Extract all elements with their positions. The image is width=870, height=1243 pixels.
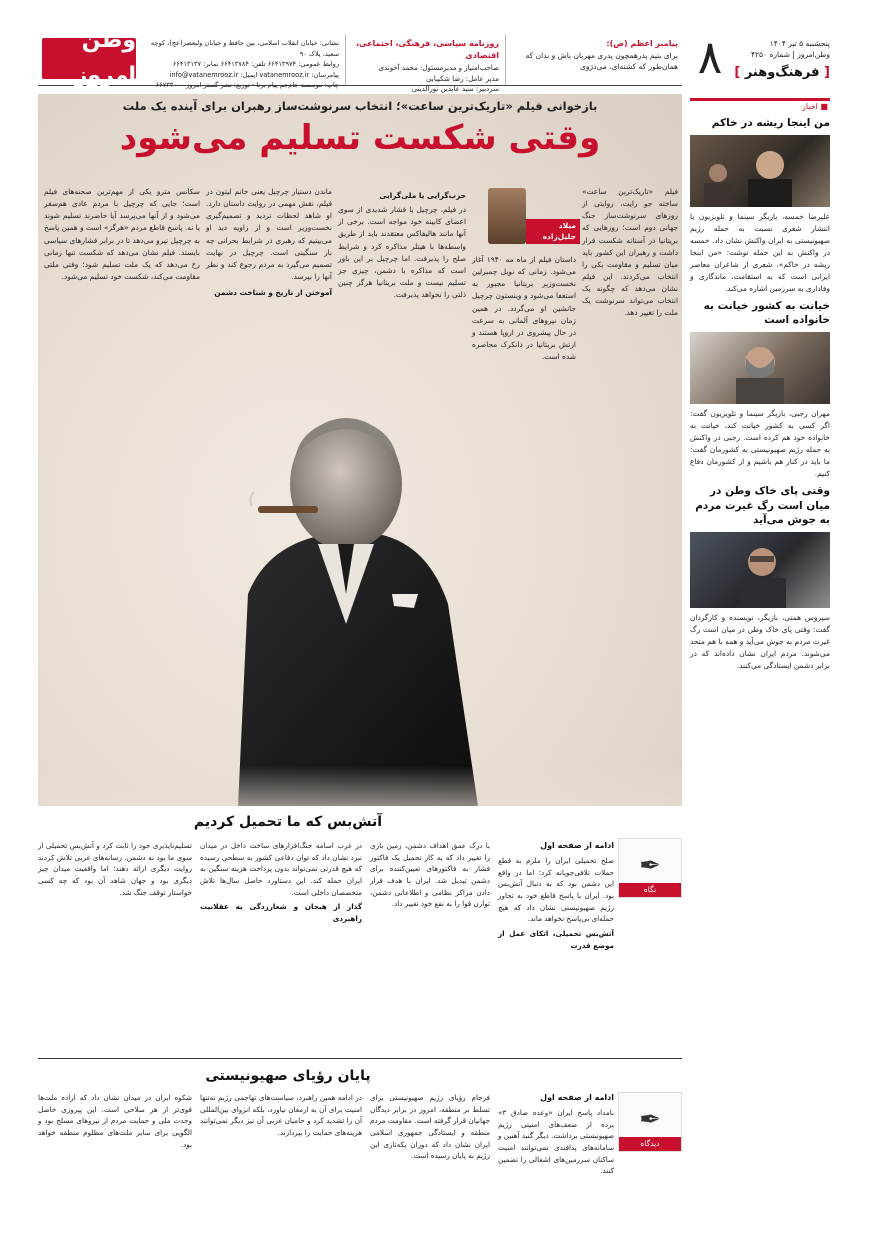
article2-col1-head: ادامه از صفحه اول [540,841,614,850]
article3-col1-head: ادامه از صفحه اول [540,1093,614,1102]
author-box [484,178,580,244]
masthead-owner: صاحب‌امتیاز و مدیرمسئول: محمد آخوندی [378,63,499,72]
masthead-owners [346,34,506,94]
quote-head: پیامبر اعظم (ص): [606,39,678,48]
masthead-tagline: روزنامه سیاسی، فرهنگی، اجتماعی، اقتصادی [355,39,499,61]
article2-note-label: نگاه [619,883,681,897]
feature-headline[interactable]: وقتی شکست تسلیم می‌شود [119,118,601,158]
article3-column-4: شکوه ایران در میدان نشان داد که اراده ملت‌ها قوی‌تر از هر سلاحی است. این پیروزی حاصل وحدت ملی و حمایت مردم از نیروهای مسلح بود و الگویی برای سایر ملت‌های مظلوم منطقه خواهد بود. [38,1093,192,1149]
date-box [730,34,830,82]
article3-column-2: فرجام رؤیای رژیم صهیونیستی برای تسلط بر منطقه، امروز در برابر دیدگان جهانیان قرار گرفته است. مقاومت مردم منطقه و ایستادگی جمهوری اسلامی ایران نشان داد که دوران یکه‌تازی این رژیم به پایان رسیده است. [370,1093,490,1161]
article2-column-4: تسلیم‌ناپذیری خود را ثابت کرد و آتش‌بس تحمیلی از سوی ما بود نه دشمن. رسانه‌های غربی تلاش کردند روایت دیگری ارائه دهند؛ اما واقعیت میدان چیز دیگری بود و جهان شاهد آن بود که چه کسی خواستار توقف جنگ شد. [38,841,192,897]
column-4-text: ماندن دستیار چرچیل یعنی خانم لیتون در فیلم، نقش مهمی در روایت داستان دارد. او شاهد لحظات تردید و تصمیم‌گیری نخست‌وزیر است و از زاویه دید او می‌بینیم که رهبری در شرایط بحرانی چه بار سنگینی است. چرچیل در نهایت تصمیم می‌گیرد به مردم رجوع کند و نظر آنها را بپرسد. [206,187,332,281]
author-name: میلاد جلیل‌زاده [526,219,580,244]
rail-top [690,30,830,92]
news1-title[interactable]: من اینجا ریشه در خاکم [711,117,830,129]
feature-column-5: سکانس مترو یکی از مهم‌ترین صحنه‌های فیلم است؛ جایی که چرچیل با مردم عادی هم‌سفر می‌شود و از آنها می‌پرسد آیا حاضرند تسلیم شوند یا نه. پاسخ قاطع مردم «هرگز» است و همین پاسخ به چرچیل نیرو می‌دهد تا در برابر فشارهای سیاسی بایستد. فیلم نشان می‌دهد که شکست تنها زمانی رخ می‌دهد که یک ملت تسلیم شود؛ وقتی ملتی مقاومت می‌کند، شکست خود تسلیم می‌شود. [44,187,200,281]
article3-note-label: دیدگاه [619,1137,681,1151]
news-section-label: اخبار [802,102,818,111]
quote-text: برای یتیم پدر‌همچون پدری مهربان باش و بدان که همان‌طور که کشته‌ای، می‌درَوی [525,51,678,72]
article2-col1-text: صلح تحمیلی ایران را ملزم به قطع حملات تلافی‌جویانه کرد؛ اما در واقع این دشمن بود که به دنبال آتش‌بس بود. ایران با پاسخ قاطع خود به تجاوز رژیم صهیونیستی نشان داد که هیچ حمله‌ای بی‌پاسخ نخواهد ماند. [498,855,614,924]
news3-photo-illustration [690,532,830,608]
feature-column-1: فیلم «تاریک‌ترین ساعت» ساخته جو رایت، روایتی از روزهای سرنوشت‌ساز جنگ جهانی دوم است؛ روزهایی که بریتانیا در آستانه شکست قرار داشت و رهبران این کشور باید میان تسلیم و مقاومت یکی را انتخاب می‌کردند. این فیلم نشان می‌دهد که چگونه یک انتخاب می‌تواند سرنوشت یک ملت را تغییر دهد. [582,187,678,318]
masthead-manager: مدیر عامل: رضا شکیبایی [426,74,499,83]
issue-date: پنجشنبه ۵ تیر ۱۴۰۴ [769,39,830,48]
section-name: فرهنگ‌وهنر [744,64,820,80]
article2-column-1 [498,840,614,1054]
news1-photo [690,135,830,207]
daily-quote [506,34,682,85]
masthead-phones: روابط عمومی: ۶۶۴۱۳۹۷۴ تلفن: ۶۶۴۱۳۷۸۴ نمابر: ۶۶۴۱۳۱۳۷ [172,60,339,69]
article2-title[interactable]: آتش‌بس که ما تحمیل کردیم [193,814,383,830]
masthead-address: نشانی: خیابان انقلاب اسلامی، بین حافظ و خیابان ولیعصر(عج)، کوچه سعید، پلاک ۹۰ [150,39,339,58]
feature-fade [38,766,682,806]
article2-col3-subhead: گذار از هیجان و شعارزدگی به عقلانیت راهبردی [200,902,362,923]
news2-text: مهران رجبی، بازیگر سینما و تلویزیون گفت: اگر کسی به کشور خیانت کند، خیانت به خانواده خود هم کرده است. رجبی در واکنش به حمله رژیم صهیونیستی به کشورمان گفت: ما باید در کنار هم باشیم و از کشورمان دفاع کنیم. [690,408,830,478]
news2-photo-illustration [690,332,830,404]
section-title[interactable]: [ فرهنگ‌وهنر ] [734,64,830,80]
article3-column-3: در ادامه همین راهبرد، سیاست‌های تهاجمی رژیم نه‌تنها امنیت برای آن به ارمغان نیاورد، بلکه انزوای بین‌المللی آن را تشدید کرد و حامیان غربی آن نیز دیگر نمی‌توانند هزینه‌های حمایت را بپردازند. [200,1093,362,1137]
section-divider [38,1058,682,1059]
masthead-print: چاپ: موسسه جام‌جم پیام برنا - توزیع: نشر گستر امروز ۶۶۲۳۳۰۰۰ [155,81,339,90]
news3-photo [690,532,830,608]
article2-column-1-extra [618,902,682,1052]
news2-photo [690,332,830,404]
article3-note-box [618,1092,682,1152]
pen-nib-icon: ✒ [639,851,661,882]
article3-column-1 [498,1092,614,1192]
article2-note-box [618,838,682,898]
right-rail [690,30,830,1184]
article3-col1-text: بامداد پاسخ ایران «وعده صادق ۳» پرده از ضعف‌های امنیتی رژیم صهیونیستی برداشت. دیگر گنبد آهنین و سامانه‌های پدافندی نمی‌توانند امنیت ساکنان سرزمین‌های اشغالی را تضمین کنند. [498,1107,614,1176]
news-section-bar [690,98,830,112]
churchill-illustration [178,394,498,806]
news3-text: سیروس همتی، بازیگر، نویسنده و کارگردان گفت: وقتی پای خاک وطن در میان است رگ غیرت مردم به جوش می‌آید و همه با هم متحد می‌شوند. مردم ایران نشان داده‌اند که در برابر دشمن ایستادگی می‌کنند. [690,612,830,670]
masthead-contact [136,34,346,90]
masthead [38,28,682,94]
column-4-subhead: آموختن از تاریخ و شناخت دشمن [214,288,332,298]
feature-article [38,94,682,806]
issue-number: وطن‌امروز | شماره ۴۲۵۰ [750,50,830,60]
news1-text: علیرضا خمسه، بازیگر سینما و تلویزیون با انتشار شعری نسبت به حمله رژیم صهیونیستی به ایران واکنش نشان داد. خمسه در واکنش به این حمله نوشت: «من اینجا ریشه در خاکم»، شعری از شاعران معاصر ایرانی است که به استقامت، ماندگاری و وفاداری به سرزمین اشاره می‌کند. [690,211,830,293]
feature-column-2: داستان فیلم از ماه مه ۱۹۴۰ آغاز می‌شود. زمانی که نویل چمبرلین نخست‌وزیر بریتانیا مجبور به استعفا می‌شود و وینستون چرچیل جانشین او می‌گردد. در همین زمان نیروهای آلمانی به سرعت در حال پیشروی در اروپا هستند و ارتش بریتانیا در دانکرک محاصره شده است. [472,255,576,362]
article2-column-3 [200,840,362,1054]
article2-col3-text: در غرب اسامه جنگ‌افزارهای ساخت داخل در میدان نبرد نشان داد که توان دفاعی کشور به سطحی رسیده که هیچ قدرتی نمی‌تواند بدون پرداخت هزینه سنگین به ایران حمله کند. این دستاورد حاصل سال‌ها تلاش متخصصان داخلی است. [200,841,362,897]
column-3-subhead: حزب‌گرایی یا ملی‌گرایی [379,191,466,200]
feature-kicker: بازخوانی فیلم «تاریک‌ترین ساعت»؛ انتخاب سرنوشت‌ساز رهبران برای آینده یک ملت [122,99,598,113]
news2-title[interactable]: خیانت به کشور خیانت به خانواده است [703,299,830,327]
masthead-editor: سردبیر: سید عابدین نورالدینی [411,85,499,94]
news3-title[interactable]: وقتی پای خاک وطن در میان است رگ غیرت مردم به جوش می‌آید [695,484,830,527]
square-bullet-icon: ■ [817,102,828,111]
article3-title[interactable]: پایان رؤیای صهیونیستی [205,1068,371,1084]
article2-col1-subhead: آتش‌بس تحمیلی، اتکای عمل از موضع قدرت [498,928,614,950]
column-3-text: در فیلم، چرچیل با فشار شدیدی از سوی اعضای کابینه خود مواجه است. برخی از آنها مانند هالیفاکس معتقدند باید از طریق واسطه‌ها با هیتلر مذاکره کرد و شرایط صلح را پذیرفت. اما چرچیل بر این باور است که مذاکره با دشمن، چیزی جز تسلیم نیست و ملت بریتانیا هرگز چنین ذلتی را نخواهد پذیرفت. [338,205,466,300]
author-photo [488,188,526,244]
newspaper-logo[interactable]: وطن امروز [42,38,136,79]
pen-nib-icon: ✒ [639,1105,661,1136]
masthead-email: پیامرسان: vatanemrooz.ir ایمیل: info@vatanemrooz.ir [169,70,339,79]
page-number: ۸ [697,30,723,84]
news1-photo-illustration [690,135,830,207]
article2-column-2: با درک عمق اهداف دشمن، زمین بازی را تغییر داد که به کار تحمیل یک فاکتور فشار به فاکتورهای تعیین‌کننده برای دشمن تبدیل شد. ایران با هدف قرار دادن مراکز نظامی و اطلاعاتی دشمن، توازن قوا را به نفع خود تغییر داد. [370,841,490,909]
